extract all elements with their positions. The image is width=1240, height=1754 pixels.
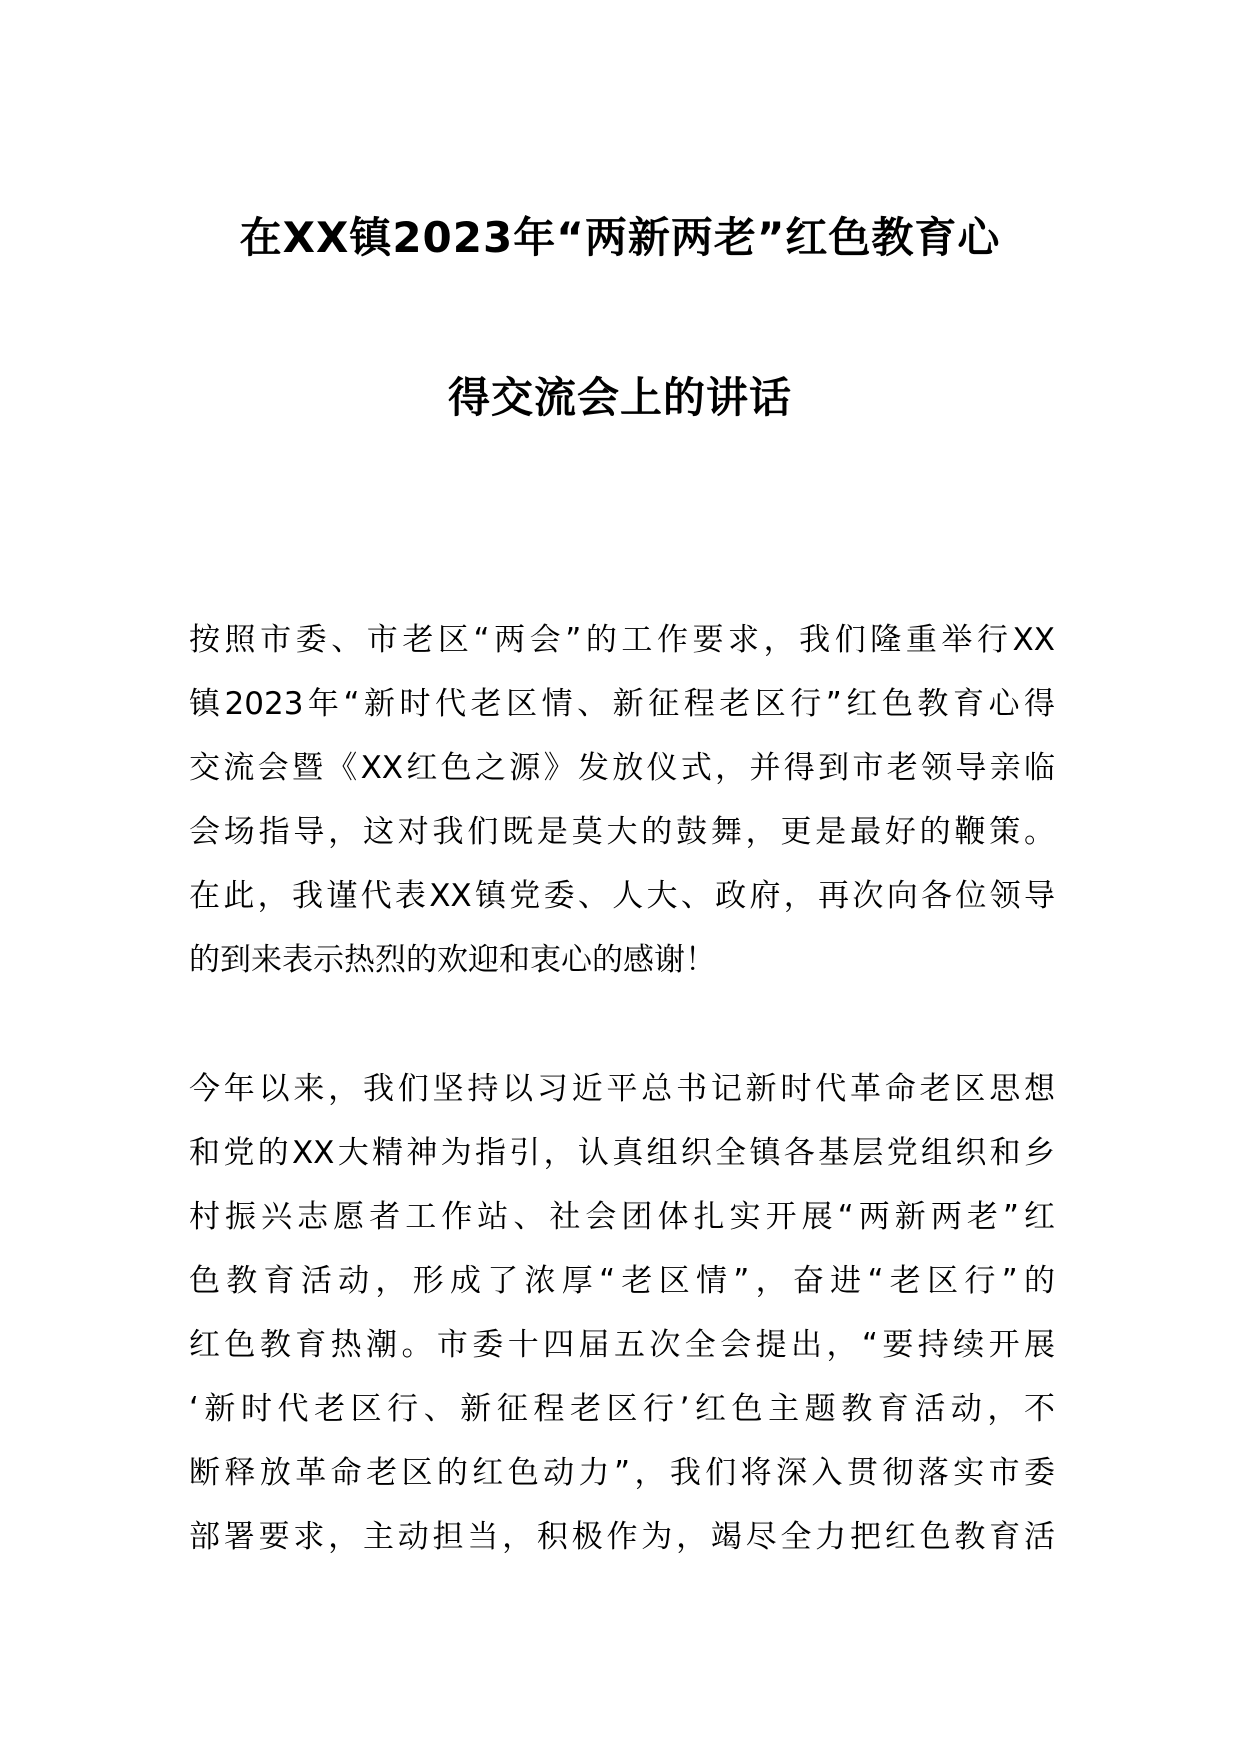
paragraph-line: 会场指导，这对我们既是莫大的鼓舞，更是最好的鞭策。 <box>189 814 1055 850</box>
paragraph-line: 村振兴志愿者工作站、社会团体扎实开展“两新两老”红 <box>189 1199 1055 1235</box>
paragraph-line: 镇2023年“新时代老区情、新征程老区行”红色教育心得 <box>189 686 1055 722</box>
paragraph-line: 部署要求，主动担当，积极作为，竭尽全力把红色教育活 <box>189 1519 1055 1555</box>
title-line-2: 得交流会上的讲话 <box>447 373 792 422</box>
paragraph-line: 和党的XX大精神为指引，认真组织全镇各基层党组织和乡 <box>189 1135 1055 1171</box>
paragraph-line: 红色教育热潮。市委十四届五次全会提出，“要持续开展 <box>189 1327 1055 1363</box>
paragraph-line: 按照市委、市老区“两会”的工作要求，我们隆重举行XX <box>189 622 1055 658</box>
paragraph-line: 断释放革命老区的红色动力”，我们将深入贯彻落实市委 <box>189 1455 1055 1491</box>
paragraph-line: 在此，我谨代表XX镇党委、人大、政府，再次向各位领导 <box>189 878 1055 914</box>
paragraph-line: 今年以来，我们坚持以习近平总书记新时代革命老区思想 <box>189 1071 1055 1107</box>
paragraph-line: 色教育活动，形成了浓厚“老区情”，奋进“老区行”的 <box>189 1263 1055 1299</box>
title-line-1: 在XX镇2023年“两新两老”红色教育心 <box>239 213 1001 262</box>
paragraph-line: ‘新时代老区行、新征程老区行’红色主题教育活动，不 <box>189 1391 1055 1427</box>
paragraph-line: 的到来表示热烈的欢迎和衷心的感谢！ <box>189 942 716 978</box>
paragraph-line: 交流会暨《XX红色之源》发放仪式，并得到市老领导亲临 <box>189 750 1055 786</box>
